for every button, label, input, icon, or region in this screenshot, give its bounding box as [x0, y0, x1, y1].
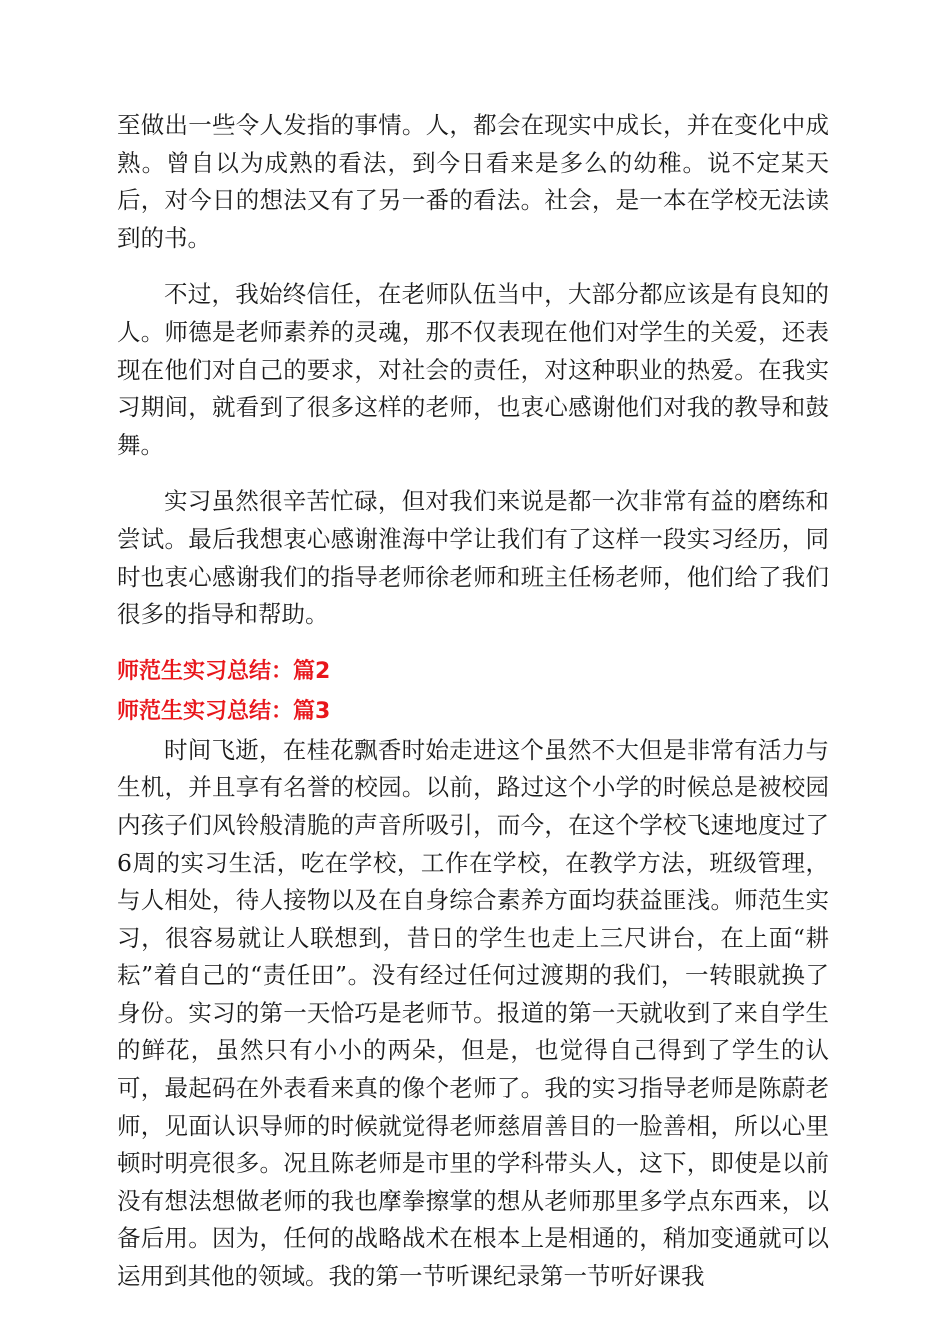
- document-page: [117, 107, 829, 1296]
- paragraph-teacher-ethics: 不过，我始终信任，在老师队伍当中，大部分都应该是有良知的人。师德是老师素养的灵魂，那不仅表现在他们对学生的关爱，还表现在他们对自己的要求，对社会的责任，对这种职业的热爱。在我实习期间，就看到了很多这样的老师，也衷心感谢他们对我的教导和鼓舞。: [117, 280, 829, 459]
- section-heading-2: 师范生实习总结：篇2: [117, 658, 331, 684]
- section-heading-3: 师范生实习总结：篇3: [117, 698, 331, 724]
- paragraph-internship-story: 时间飞逝，在桂花飘香时始走进这个虽然不大但是非常有活力与生机，并且享有名誉的校园。以前，路过这个小学的时候总是被校园内孩子们风铃般清脆的声音所吸引，而今，在这个学校飞速地度过了6周的实习生活，吃在学校，工作在学校，在教学方法，班级管理，与人相处，待人接物以及在自身综合素养方面均获益匪浅。师范生实习，很容易就让人联想到，昔日的学生也走上三尺讲台，在上面“耕耘”着自己的“责任田”。没有经过任何过渡期的我们，一转眼就换了身份。实习的第一天恰巧是老师节。报道的第一天就收到了来自学生的鲜花，虽然只有小小的两朵，但是，也觉得自己得到了学生的认可，最起码在外表看来真的像个老师了。我的实习指导老师是陈蔚老师，见面认识导师的时候就觉得老师慈眉善目的一脸善相，所以心里顿时明亮很多。况且陈老师是市里的学科带头人，这下，即使是以前没有想法想做老师的我也摩拳擦掌的想从老师那里多学点东西来，以备后用。因为，任何的战略战术在根本上是相通的，稍加变通就可以运用到其他的领域。我的第一节听课纪录第一节听好课我: [117, 735, 829, 1291]
- paragraph-continued: 至做出一些令人发指的事情。人，都会在现实中成长，并在变化中成熟。曾自以为成熟的看法，到今日看来是多么的幼稚。说不定某天后，对今日的想法又有了另一番的看法。社会，是一本在学校无法读到的书。: [117, 111, 829, 252]
- paragraph-gratitude: 实习虽然很辛苦忙碌，但对我们来说是都一次非常有益的磨练和尝试。最后我想衷心感谢淮海中学让我们有了这样一段实习经历，同时也衷心感谢我们的指导老师徐老师和班主任杨老师，他们给了我们很多的指导和帮助。: [117, 487, 829, 629]
